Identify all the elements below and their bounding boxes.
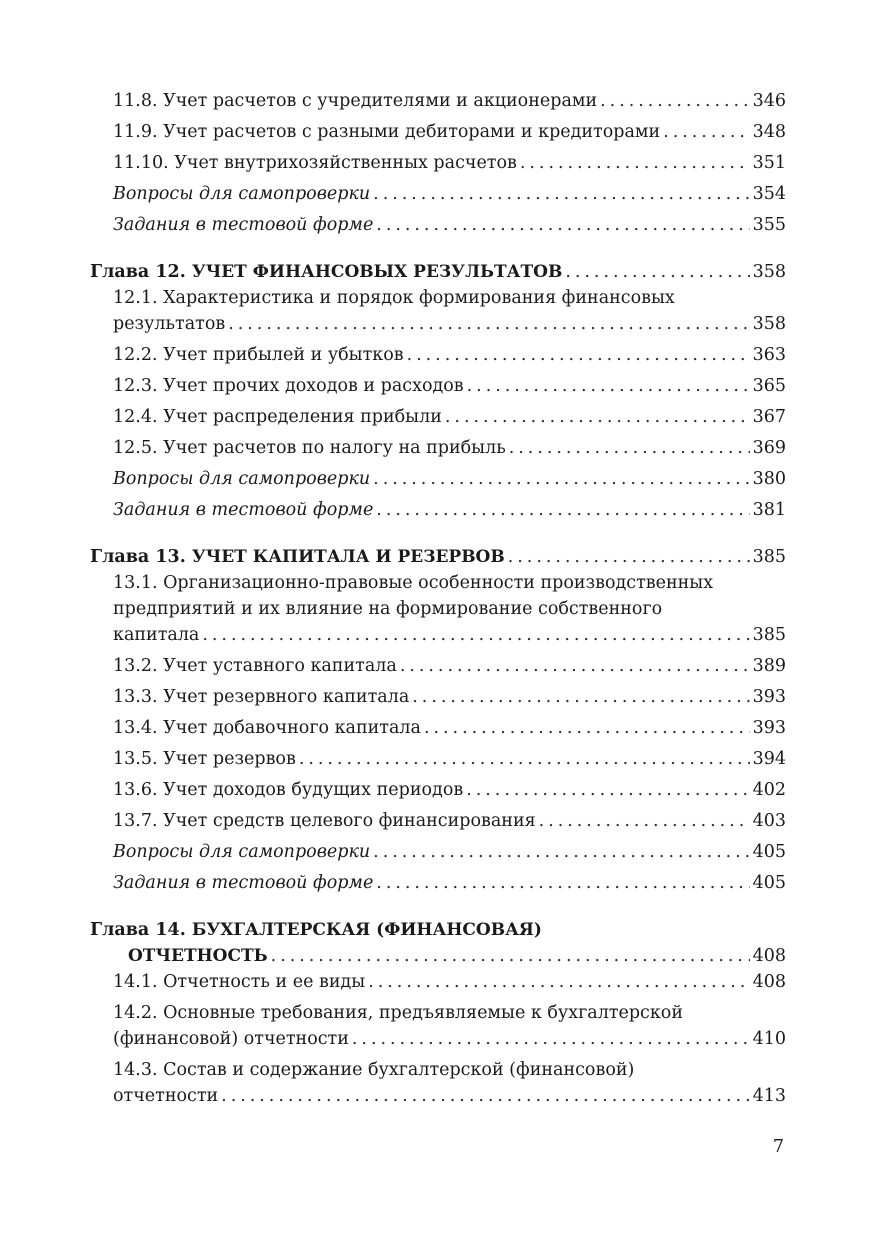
toc-chapter-title-line [128, 943, 268, 969]
dot-leader [565, 259, 749, 285]
chapter-name-line: БУХГАЛТЕРСКАЯ (ФИНАНСОВАЯ) [191, 920, 542, 940]
toc-page-number: 358 [752, 262, 786, 282]
toc-page-number: 410 [752, 1029, 786, 1049]
dot-leader [376, 212, 749, 238]
toc-chapter-title [90, 544, 505, 570]
chapter-name: УЧЕТ КАПИТАЛА И РЕЗЕРВОВ [191, 547, 505, 567]
toc-entry-title: 13.3. Учет резервного капитала [113, 687, 410, 707]
toc-entry-13-5 [90, 746, 786, 772]
dot-leader [368, 969, 749, 995]
toc-entry-title-line: результатов [113, 314, 226, 334]
toc-page-number: 351 [752, 153, 786, 173]
dot-leader [352, 1026, 750, 1052]
toc-page-number: 408 [752, 972, 786, 992]
chapter-name-line: ОТЧЕТНОСТЬ [128, 946, 268, 966]
chapter-label: Глава 12. [90, 262, 186, 282]
table-of-contents [90, 88, 786, 1109]
toc-entry-13-questions [90, 839, 786, 865]
toc-entry-12-5 [90, 435, 786, 461]
toc-entry-11-questions [90, 181, 786, 207]
dot-leader [299, 746, 750, 772]
toc-entry-14-1 [90, 969, 786, 995]
toc-entry-title: Вопросы для самопроверки [113, 469, 371, 489]
toc-page-number: 365 [752, 376, 786, 396]
toc-entry-title-line: капитала [113, 625, 200, 645]
toc-entry-title: 11.8. Учет расчетов с учредителями и акционерами [113, 91, 598, 111]
toc-page-number: 389 [752, 656, 786, 676]
toc-page-number: 385 [752, 547, 786, 567]
dot-leader [424, 715, 750, 741]
toc-page-number: 363 [752, 345, 786, 365]
dot-leader [508, 544, 750, 570]
toc-entry-title: 13.4. Учет добавочного капитала [113, 718, 421, 738]
toc-entry-12-2 [90, 342, 786, 368]
toc-entry-title-line: 14.3. Состав и содержание бухгалтерской (финансовой) [113, 1060, 635, 1080]
dot-leader [539, 808, 750, 834]
toc-entry-title-line: предприятий и их влияние на формирование собственного [113, 599, 663, 619]
toc-entry-title: 13.6. Учет доходов будущих периодов [113, 780, 464, 800]
toc-entry-title: Задания в тестовой форме [113, 215, 374, 235]
dot-leader [271, 943, 750, 969]
toc-entry-title-line: отчетности [113, 1086, 219, 1106]
dot-leader [373, 466, 749, 492]
toc-page-number: 385 [752, 625, 786, 645]
toc-entry-11-9 [90, 119, 786, 145]
toc-page-number: 346 [752, 91, 786, 111]
page-number: 7 [772, 1137, 784, 1157]
toc-page-number: 381 [752, 500, 786, 520]
toc-entry-12-questions [90, 466, 786, 492]
toc-page-number: 393 [752, 718, 786, 738]
toc-entry-title-line: 14.2. Основные требования, предъявляемые к бухгалтерской [113, 1003, 683, 1023]
toc-entry-13-3 [90, 684, 786, 710]
toc-entry-title: 13.2. Учет уставного капитала [113, 656, 397, 676]
dot-leader [509, 435, 750, 461]
toc-entry-title: 12.3. Учет прочих доходов и расходов [113, 376, 464, 396]
dot-leader [373, 839, 749, 865]
toc-page-number: 403 [752, 811, 786, 831]
toc-entry-11-10 [90, 150, 786, 176]
toc-entry-title: 13.7. Учет средств целевого финансирования [113, 811, 536, 831]
toc-entry-title: 14.1. Отчетность и ее виды [113, 972, 366, 992]
toc-entry-12-4 [90, 404, 786, 430]
toc-entry-12-3 [90, 373, 786, 399]
toc-entry-title: 12.4. Учет распределения прибыли [113, 407, 442, 427]
toc-page-number: 405 [752, 873, 786, 893]
toc-page-number: 355 [752, 215, 786, 235]
dot-leader [467, 373, 750, 399]
dot-leader [373, 181, 749, 207]
toc-entry-title: 11.10. Учет внутрихозяйственных расчетов [113, 153, 517, 173]
toc-page-number: 394 [752, 749, 786, 769]
toc-entry-title: 11.9. Учет расчетов с разными дебиторами и кредиторами [113, 122, 661, 142]
chapter-label: Глава 14. [90, 920, 186, 940]
dot-leader [376, 497, 749, 523]
dot-leader [466, 777, 749, 803]
dot-leader [600, 88, 749, 114]
toc-page-number: 369 [752, 438, 786, 458]
toc-page-number: 380 [752, 469, 786, 489]
dot-leader [407, 342, 750, 368]
chapter-label: Глава 13. [90, 547, 186, 567]
toc-chapter-14 [90, 917, 786, 969]
toc-entry-13-7 [90, 808, 786, 834]
toc-page-number: 405 [752, 842, 786, 862]
dot-leader [412, 684, 749, 710]
dot-leader [663, 119, 749, 145]
dot-leader [445, 404, 750, 430]
toc-entry-11-tasks [90, 212, 786, 238]
toc-entry-13-tasks [90, 870, 786, 896]
toc-page-number: 402 [752, 780, 786, 800]
toc-chapter-12 [90, 259, 786, 285]
toc-page-number: 408 [752, 946, 786, 966]
toc-entry-13-1 [90, 570, 786, 648]
toc-entry-13-4 [90, 715, 786, 741]
toc-chapter-13 [90, 544, 786, 570]
toc-entry-13-2 [90, 653, 786, 679]
toc-entry-12-tasks [90, 497, 786, 523]
dot-leader [376, 870, 749, 896]
toc-entry-title-line: 12.1. Характеристика и порядок формирования финансовых [113, 288, 675, 308]
toc-entry-title: 13.5. Учет резервов [113, 749, 296, 769]
toc-entry-13-6 [90, 777, 786, 803]
toc-page-number: 413 [752, 1086, 786, 1106]
toc-page-number: 367 [752, 407, 786, 427]
toc-entry-title: Вопросы для самопроверки [113, 184, 371, 204]
toc-entry-title: 12.5. Учет расчетов по налогу на прибыль [113, 438, 506, 458]
toc-entry-title: Задания в тестовой форме [113, 873, 374, 893]
dot-leader [221, 1083, 749, 1109]
toc-entry-title-line: 13.1. Организационно-правовые особенности производственных [113, 573, 714, 593]
chapter-name: УЧЕТ ФИНАНСОВЫХ РЕЗУЛЬТАТОВ [191, 262, 563, 282]
toc-entry-12-1 [90, 285, 786, 337]
toc-entry-title: 12.2. Учет прибылей и убытков [113, 345, 404, 365]
dot-leader [520, 150, 750, 176]
toc-entry-title: Вопросы для самопроверки [113, 842, 371, 862]
toc-chapter-title [90, 917, 786, 943]
toc-page-number: 393 [752, 687, 786, 707]
toc-page-number: 358 [752, 314, 786, 334]
dot-leader [228, 311, 749, 337]
dot-leader [400, 653, 750, 679]
toc-entry-11-8 [90, 88, 786, 114]
toc-entry-14-2 [90, 1000, 786, 1052]
toc-entry-title: Задания в тестовой форме [113, 500, 374, 520]
toc-page-number: 348 [752, 122, 786, 142]
toc-entry-title-line: (финансовой) отчетности [113, 1029, 349, 1049]
toc-chapter-title [90, 259, 562, 285]
dot-leader [202, 622, 749, 648]
toc-entry-14-3 [90, 1057, 786, 1109]
toc-page-number: 354 [752, 184, 786, 204]
